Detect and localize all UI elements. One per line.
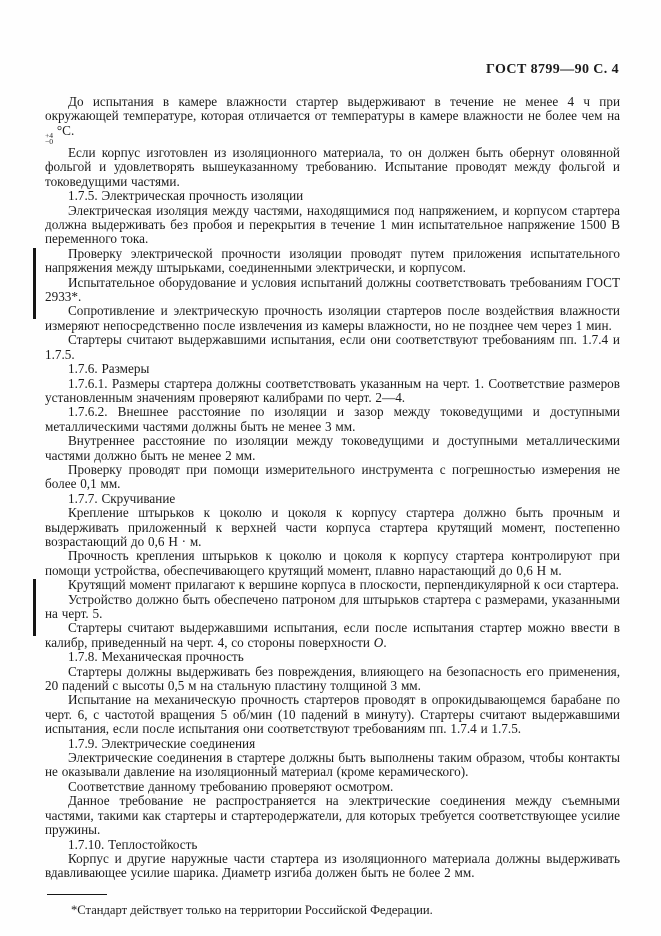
paragraph: 1.7.6.2. Внешнее расстояние по изоляции и зазор между токоведущими и доступными металлическими частями должны быть не менее 3 мм. [45,404,620,434]
tolerance-upper: +4 [45,130,54,140]
paragraph: Устройство должно быть обеспечено патроном для штырьков стартера с размерами, указанными на черт. 5. [45,591,620,621]
surface-designation: О [373,634,384,650]
footnote-rule [47,894,107,895]
paragraph: Стартеры должны выдерживать без повреждения, влияющего на безопасность его применения, 20 падений с высоты 0,5 м на стальную пластину толщиной 3 мм. [45,663,620,694]
paragraph-text: . [383,634,387,650]
paragraph: Проверку проводят при помощи измерительного инструмента с погрешностью измерения не более 0,1 мм. [45,461,620,492]
paragraph-text: Стартеры считают выдержавшими испытания, если после испытания стартер можно ввести в калибр, приведенный на черт. 4, со стороны поверхности [45,620,620,650]
footnote-text: *Стандарт действует только на территории Российской Федерации. [71,902,433,917]
document-body [45,95,620,881]
section-heading: 1.7.6. Размеры [68,361,150,377]
text-block [45,62,620,917]
paragraph: Стартеры считают выдержавшими испытания, если они соответствуют требованиям пп. 1.7.4 и 1.7.5. [45,332,620,362]
temperature-tolerance [45,130,54,147]
paragraph: Если корпус изготовлен из изоляционного материала, то он должен быть обернут оловянной фольгой и удовлетворять вышеуказанному требованию. Испытание проводят между фольгой и токоведущими частями. [45,145,620,189]
paragraph: Проверку электрической прочности изоляции проводят путем приложения испытательного напряжения между штырьками, соединенными электрически, и корпусом. [45,245,620,276]
change-marked-block [45,578,620,650]
paragraph-text: До испытания в камере влажности стартер выдерживают в течение не менее 4 ч при окружающей температуре, которая отличается от температуры в камере влажности не более чем на [45,94,620,124]
paragraph: Корпус и другие наружные части стартера из изоляционного материала должны выдерживать вдавливающее усилие шарика. Диаметр изгиба должен быть не более 2 мм. [45,850,620,881]
paragraph: Крепление штырьков к цоколю и цоколя к корпусу стартера должно быть прочным и выдерживать приложенный к верхней части корпуса стартера крутящий момент, постепенно возрастающий до 0,6 Н · м. [45,505,620,549]
change-bar [33,579,36,636]
page-header: ГОСТ 8799—90 С. 4 [486,62,619,77]
paragraph [45,95,620,146]
paragraph: Внутреннее расстояние по изоляции между токоведущими и доступными металлическими частями должно быть не менее 2 мм. [45,433,620,463]
paragraph: 1.7.6.1. Размеры стартера должны соответствовать указанным на черт. 1. Соответствие размеров установленным значениям проверяют калибрами по черт. 2—4. [45,375,620,405]
section-heading: 1.7.5. Электрическая прочность изоляции [68,188,304,204]
section-heading: 1.7.8. Механическая прочность [68,649,244,665]
paragraph: Испытание на механическую прочность стартеров проводят в опрокидывающемся барабане по черт. 6, с частотой вращения 5 об/мин (10 падений в минуту). Стартеры считают выдержавшими испытания, если после испытания они соответствуют требованиям пп. 1.7.4 и 1.7.5. [45,692,620,737]
paragraph: Сопротивление и электрическую прочность изоляции стартеров после воздействия влажности измеряют непосредственно после извлечения из камеры влажности, но не позднее чем через 1 мин. [45,303,620,333]
paragraph: Электрическая изоляция между частями, находящимися под напряжением, и корпусом стартера должна выдерживать без пробоя и перекрытия в течение 1 мин испытательное напряжение 1500 В переменного тока. [45,202,620,247]
paragraph-text: °С. [53,122,75,138]
section-heading: 1.7.10. Теплостойкость [68,836,198,852]
section-heading: 1.7.7. Скручивание [68,490,176,506]
paragraph: Крутящий момент прилагают к вершине корпуса в плоскости, перпендикулярной к оси стартера. [68,577,619,593]
change-bar [33,248,36,319]
paragraph: Испытательное оборудование и условия испытаний должны соответствовать требованиям ГОСТ 2933*. [45,274,620,305]
tolerance-lower: −0 [45,137,54,147]
paragraph: Электрические соединения в стартере должны быть выполнены таким образом, чтобы контакты не оказывали давление на изоляционный материал (кроме керамического). [45,750,620,780]
paragraph: Соответствие данному требованию проверяют осмотром. [68,778,394,794]
section-heading: 1.7.9. Электрические соединения [68,735,256,751]
footnote [45,894,620,917]
change-marked-block [45,247,620,333]
paragraph [45,621,620,650]
paragraph: Данное требование не распространяется на электрические соединения между съемными частями, такими как стартеры и стартеродержатели, для которых требуется соответствующее усилие пружины. [45,793,620,838]
paragraph: Прочность крепления штырьков к цоколю и цоколя к корпусу стартера контролируют при помощи устройства, обеспечивающего крутящий момент, плавно нарастающий до 0,6 Н м. [45,548,620,578]
